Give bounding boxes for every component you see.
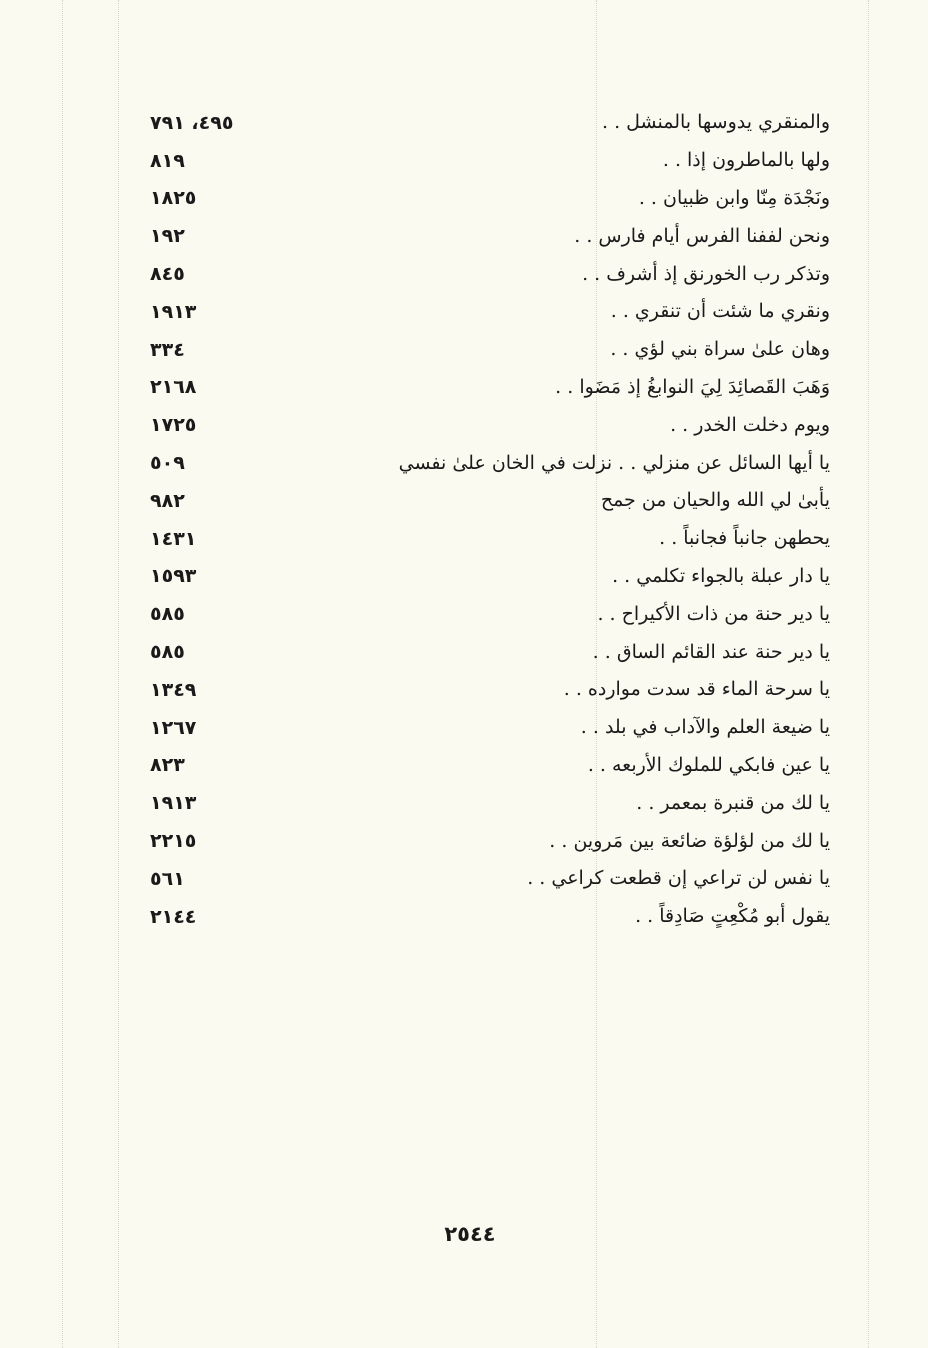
index-row [150,822,830,860]
index-row [150,520,830,558]
index-row [150,671,830,709]
index-row [150,331,830,369]
page-reference: ١٢٦٧ [150,716,197,739]
page-reference: ٨١٩ [150,149,185,172]
verse-text: وَهَبَ القَصائِدَ لِيَ النوابغُ إذ مَضَوا . . [555,375,830,398]
page-reference: ٩٨٢ [150,489,185,512]
page-reference: ١٨٢٥ [150,187,197,210]
index-row [150,142,830,180]
index-row [150,255,830,293]
page-reference: ٢١٤٤ [150,905,197,928]
verse-text: ونَجْدَة مِنّا وابن ظبيان . . [638,186,830,209]
page-reference: ١٣٤٩ [150,678,197,701]
verse-text: يا أيها السائل عن منزلي . . نزلت في الخان علىٰ نفسي [398,451,830,474]
page-reference: ١٩٢ [150,225,185,248]
verse-text: يحطهن جانباً فجانباً . . [659,527,830,550]
verse-text: يأبىٰ لي الله والحيان من جمح [600,489,830,512]
index-row [150,633,830,671]
verse-text: يا نفس لن تراعي إن قطعت كراعي . . [527,867,830,890]
index-row [150,369,830,407]
index-row [150,860,830,898]
index-row [150,784,830,822]
verse-index-list [150,104,830,936]
page-reference: ١٩١٣ [150,792,197,815]
verse-text: ويوم دخلت الخدر . . [670,413,830,436]
index-row [150,406,830,444]
scan-guide-line [868,0,869,1348]
index-row [150,898,830,936]
index-row [150,482,830,520]
page-reference: ١٥٩٣ [150,565,197,588]
verse-text: يا لك من لؤلؤة ضائعة بين مَروين . . [549,829,830,852]
page-reference: ٢٢١٥ [150,830,197,853]
verse-text: يا دير حنة عند القائم الساق . . [592,640,830,663]
verse-text: يا لك من قنبرة بمعمر . . [636,791,830,814]
page-reference: ٥٨٥ [150,641,185,664]
verse-text: وهان علىٰ سراة بني لؤي . . [610,338,830,361]
page-reference: ٥٦١ [150,867,185,890]
index-row [150,104,830,142]
index-row [150,595,830,633]
verse-text: ونحن لففنا الفرس أيام فارس . . [574,224,830,247]
index-row [150,747,830,785]
page-reference: ٣٣٤ [150,338,185,361]
verse-text: والمنقري يدوسها بالمنشل . . [602,111,830,134]
verse-text: يا عين فابكي للملوك الأربعه . . [587,753,830,776]
page-reference: ٨٤٥ [150,263,185,286]
verse-text: يا سرحة الماء قد سدت موارده . . [563,678,830,701]
index-row [150,180,830,218]
page-reference: ١٧٢٥ [150,414,197,437]
verse-text: ونقري ما شئت أن تنقري . . [610,300,830,323]
verse-text: يا دار عبلة بالجواء تكلمي . . [612,564,830,587]
index-row [150,444,830,482]
index-row [150,293,830,331]
index-row [150,558,830,596]
scan-guide-line [62,0,63,1348]
page-reference: ٤٩٥، ٧٩١ [150,111,234,134]
verse-text: ولها بالماطرون إذا . . [662,149,830,172]
verse-text: يقول أبو مُكْعِتٍ صَادِقاً . . [635,905,830,928]
index-row [150,709,830,747]
verse-text: يا ضيعة العلم والآداب في بلد . . [580,716,830,739]
page-reference: ١٤٣١ [150,527,197,550]
scan-guide-line [118,0,119,1348]
page-reference: ٢١٦٨ [150,376,197,399]
page-number: ٢٥٤٤ [444,1222,496,1246]
verse-text: يا دير حنة من ذات الأكيراح . . [597,602,830,625]
verse-text: وتذكر رب الخورنق إذ أشرف . . [582,262,830,285]
page-reference: ٥٠٩ [150,452,185,475]
page-reference: ٥٨٥ [150,603,185,626]
page-reference: ٨٢٣ [150,754,185,777]
index-row [150,217,830,255]
page-reference: ١٩١٣ [150,300,197,323]
